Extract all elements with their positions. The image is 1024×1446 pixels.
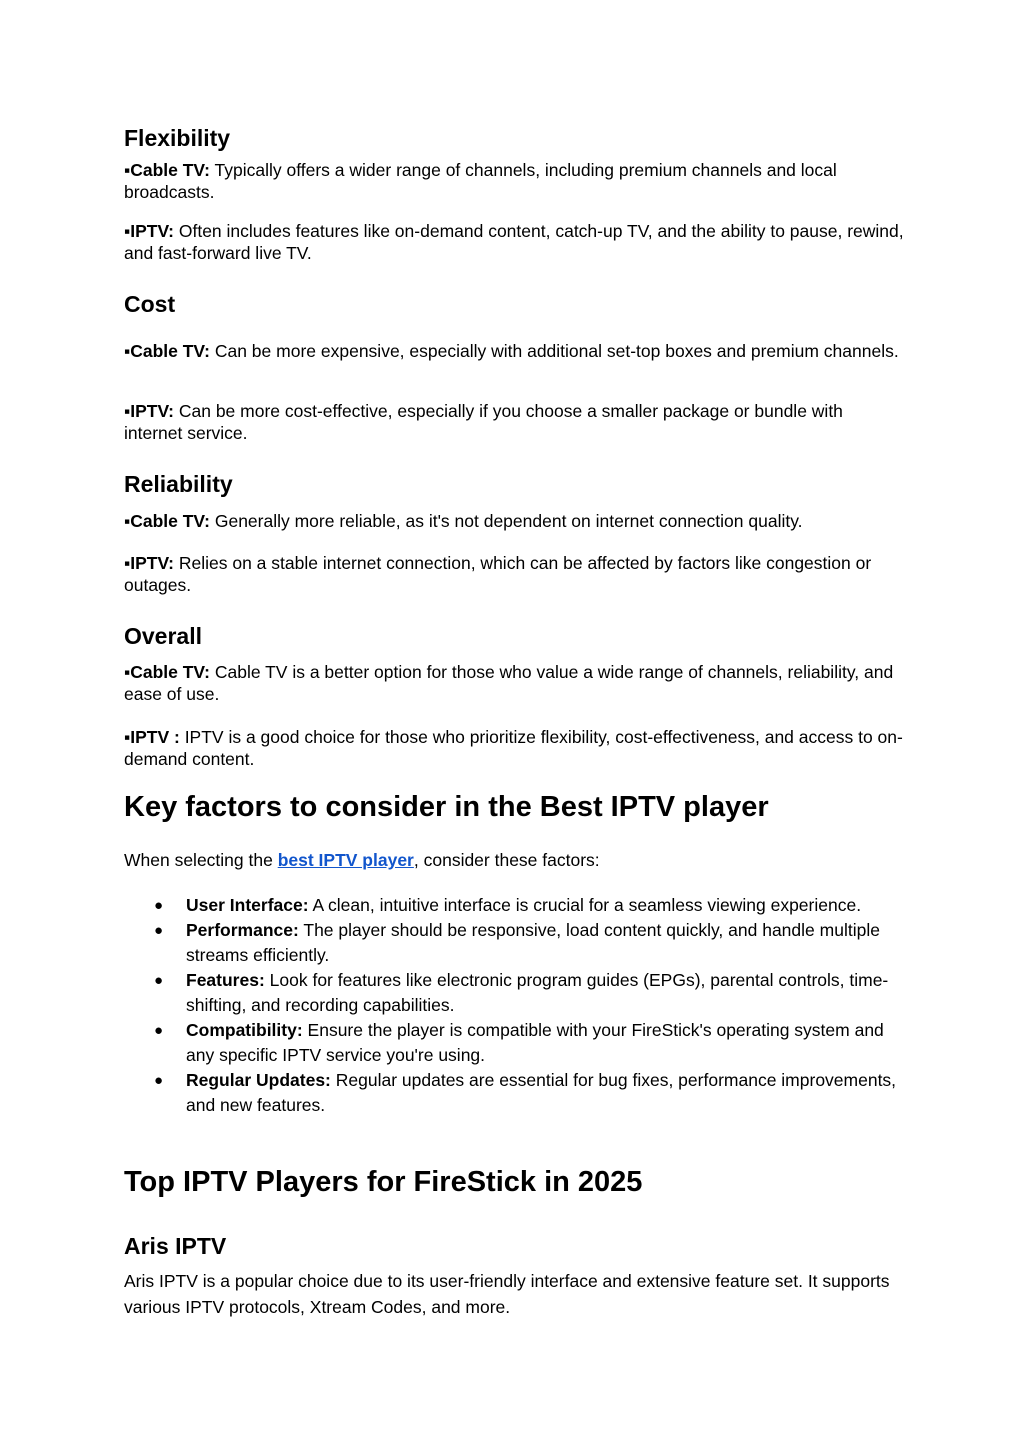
square-bullet-icon: ▪	[124, 662, 131, 682]
square-bullet-icon: ▪	[124, 553, 131, 573]
bullet-dot-icon: ●	[154, 972, 164, 989]
comparison-item-iptv-reliability	[124, 552, 904, 596]
comparison-item-iptv-cost	[124, 400, 904, 444]
item-label: IPTV:	[130, 401, 174, 421]
comparison-item-iptv-flexibility	[124, 220, 904, 264]
list-item-text: Look for features like electronic program guides (EPGs), parental controls, time-shifting, and recording capabilities.	[186, 970, 889, 1015]
list-item-label: User Interface:	[186, 895, 309, 915]
list-item-label: Performance:	[186, 920, 299, 940]
square-bullet-icon: ▪	[124, 160, 131, 180]
bullet-dot-icon: ●	[154, 1022, 164, 1039]
item-text: Cable TV is a better option for those who value a wide range of channels, reliability, and ease of use.	[124, 662, 894, 704]
item-label: IPTV:	[130, 221, 174, 241]
list-item	[124, 893, 904, 918]
item-text: Can be more expensive, especially with additional set-top boxes and premium channels.	[214, 341, 899, 361]
intro-text-after: , consider these factors:	[413, 850, 600, 870]
aris-iptv-description: Aris IPTV is a popular choice due to its user-friendly interface and extensive feature set. It supports various IPTV protocols, Xtream Codes, and more.	[124, 1271, 890, 1317]
square-bullet-icon: ▪	[124, 511, 131, 531]
item-label: IPTV :	[130, 727, 180, 747]
comparison-item-cable-reliability	[124, 510, 904, 532]
list-item	[124, 968, 904, 1018]
list-item-label: Compatibility:	[186, 1020, 303, 1040]
intro-text-before: When selecting the	[124, 850, 278, 870]
list-item-text: A clean, intuitive interface is crucial for a seamless viewing experience.	[312, 895, 862, 915]
square-bullet-icon: ▪	[124, 727, 131, 747]
list-item-text: The player should be responsive, load content quickly, and handle multiple streams efficiently.	[186, 920, 880, 965]
bullet-dot-icon: ●	[154, 922, 164, 939]
bullet-dot-icon: ●	[154, 897, 164, 914]
item-label: Cable TV:	[130, 511, 210, 531]
list-item-text: Ensure the player is compatible with your FireStick's operating system and any specific IPTV service you're using.	[186, 1020, 884, 1065]
item-text: Can be more cost-effective, especially if you choose a smaller package or bundle with internet service.	[124, 401, 843, 443]
item-text: IPTV is a good choice for those who prioritize flexibility, cost-effectiveness, and access to on-demand content.	[124, 727, 903, 769]
list-item-label: Regular Updates:	[186, 1070, 331, 1090]
key-factors-heading: Key factors to consider in the Best IPTV player	[124, 791, 769, 823]
item-text: Often includes features like on-demand content, catch-up TV, and the ability to pause, rewind, and fast-forward live TV.	[124, 221, 904, 263]
item-text: Generally more reliable, as it's not dependent on internet connection quality.	[214, 511, 803, 531]
bullet-dot-icon: ●	[154, 1072, 164, 1089]
best-iptv-player-link[interactable]: best IPTV player	[277, 850, 414, 870]
list-item	[124, 1068, 904, 1118]
item-label: Cable TV:	[130, 341, 210, 361]
comparison-item-cable-cost	[124, 340, 904, 362]
item-label: IPTV:	[130, 553, 174, 573]
square-bullet-icon: ▪	[124, 401, 131, 421]
comparison-item-cable-overall	[124, 661, 904, 705]
factors-list	[124, 893, 904, 1118]
list-item	[124, 1018, 904, 1068]
section-heading-cost: Cost	[124, 291, 176, 317]
list-item-label: Features:	[186, 970, 265, 990]
list-item-text: Regular updates are essential for bug fixes, performance improvements, and new features.	[186, 1070, 897, 1115]
square-bullet-icon: ▪	[124, 221, 131, 241]
item-label: Cable TV:	[130, 662, 210, 682]
section-heading-flexibility: Flexibility	[124, 125, 231, 151]
comparison-item-cable-flexibility	[124, 159, 904, 203]
comparison-item-iptv-overall	[124, 726, 904, 770]
key-factors-intro	[124, 849, 904, 871]
section-heading-overall: Overall	[124, 623, 202, 649]
section-heading-reliability: Reliability	[124, 471, 233, 497]
top-players-heading: Top IPTV Players for FireStick in 2025	[124, 1166, 643, 1198]
item-text: Relies on a stable internet connection, which can be affected by factors like congestion or outages.	[124, 553, 872, 595]
item-text: Typically offers a wider range of channels, including premium channels and local broadcasts.	[124, 160, 837, 202]
item-label: Cable TV:	[130, 160, 210, 180]
square-bullet-icon: ▪	[124, 341, 131, 361]
section-heading-aris-iptv: Aris IPTV	[124, 1233, 227, 1259]
list-item	[124, 918, 904, 968]
